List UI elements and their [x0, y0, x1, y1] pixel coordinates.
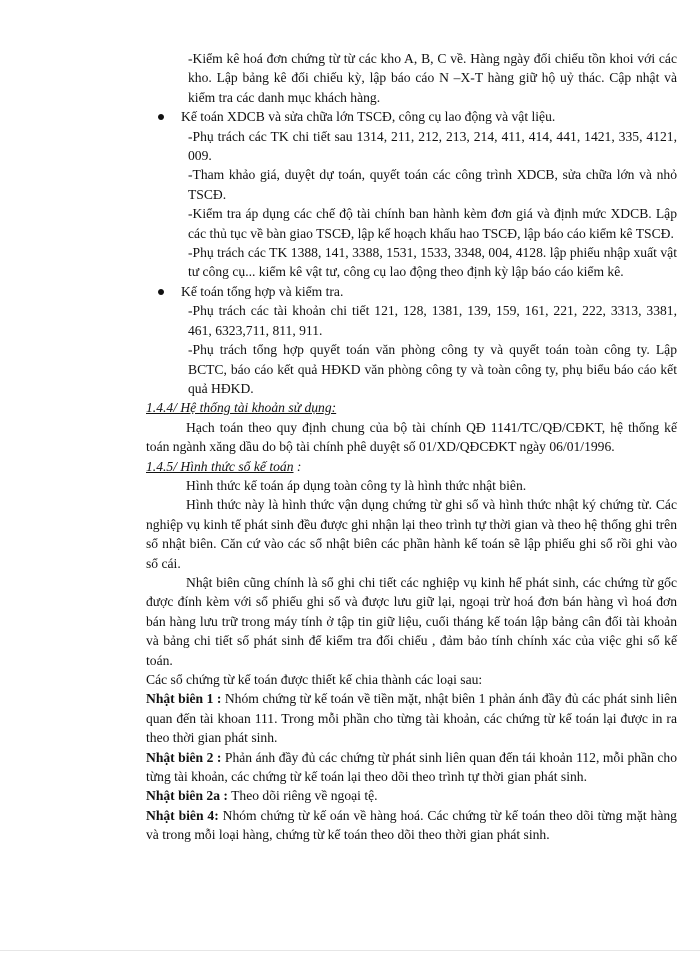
section-heading-144: 1.4.4/ Hệ thống tài khoản sử dụng: — [146, 400, 337, 416]
journal-label: Nhật biên 4: — [146, 807, 219, 823]
xdcb-line-2: -Tham khảo giá, duyệt dự toán, quyết toán các công trình XDCB, sửa chữa lớn và nhỏ TSCĐ. — [188, 167, 677, 202]
section-145-paragraph-3: Nhật biên cũng chính là sổ ghi chi tiết các nghiệp vụ kinh hế phát sinh, các chứng từ gốc được đính kèm với sổ phiếu ghi sổ và được lưu giữ lại, ngoại trừ hoá đơn bán hàng vì hoá đơn bán hàng lưu trữ trong máy tính ở tập tin giữ liệu, cuối tháng kế toán lập bảng cân đối tài khoản và bảng chi tiết số phát sinh để kiểm tra đối chiếu , đảm bảo tính chính xác của việc ghi sổ kế toán. — [146, 574, 677, 668]
tong-hop-line-1: -Phụ trách các tài khoản chi tiết 121, 128, 1381, 139, 159, 161, 221, 222, 3313, 3381, 461, 6323,711, 811, 911. — [188, 303, 677, 338]
bullet-text: Kế toán XDCB và sửa chữa lớn TSCĐ, công cụ lao động và vật liệu. — [181, 109, 556, 125]
journal-text: Nhóm chứng từ kế toán về tiền mặt, nhật biên 1 phản ánh đầy đủ các phát sinh liên quan đến tài khoan 111. Trong mỗi phần cho từng tài khoản, các chứng từ kế toán lại được in ra theo thời gian phát sinh. — [146, 691, 677, 746]
page-content — [146, 49, 677, 845]
xdcb-line-1: -Phụ trách các TK chi tiết sau 1314, 211, 212, 213, 214, 411, 414, 441, 1421, 335, 4121, 009. — [188, 128, 677, 164]
bullet-item-xdcb — [146, 107, 677, 126]
bullet-icon — [158, 114, 164, 120]
bullet-item-tong-hop — [146, 282, 677, 301]
section-144-paragraph: Hạch toán theo quy định chung của bộ tài chính QĐ 1141/TC/QĐ/CĐKT, hệ thống kế toán ngành xăng dầu do bộ tài chính phê duyệt số 01/XD/QĐCĐKT ngày 06/01/1996. — [146, 419, 677, 455]
journal-label: Nhật biên 1 : — [146, 691, 222, 707]
journal-text: Theo dõi riêng về ngoại tệ. — [227, 788, 378, 804]
xdcb-line-3: -Kiểm tra áp dụng các chế độ tài chính ban hành kèm đơn giá và định mức XDCB. Lập các thủ tục về bàn giao TSCĐ, lập kế hoạch khấu hao TSCĐ, lập báo cáo kiểm kê TSCĐ. — [188, 206, 677, 241]
xdcb-line-4: -Phụ trách các TK 1388, 141, 3388, 1531, 1533, 3348, 004, 4128. lập phiếu nhập xuất vật tư công cụ... kiểm kê vật tư, công cụ lao động theo định kỳ lập báo cáo kiểm kê. — [188, 245, 677, 280]
journal-item-1 — [146, 689, 677, 747]
journal-item-2 — [146, 748, 677, 787]
intro-paragraph: -Kiểm kê hoá đơn chứng từ từ các kho A, B, C về. Hàng ngày đối chiếu tồn khoi với các kho. Lập bảng kê đối chiếu kỳ, lập báo cáo N –X-T hàng giữ hộ uỷ thác. Cập nhật và kiểm tra các danh mục khách hàng. — [188, 51, 677, 105]
section-heading-145-wrap — [146, 457, 677, 476]
journal-text: Phản ánh đầy đủ các chứng từ phát sinh liên quan đến tái khoản 112, mỗi phần cho từng tài khoản, các chứng từ kế toán lại theo dõi theo trình tự thời gian phát sinh. — [146, 749, 677, 785]
section-145-paragraph-1: Hình thức kế toán áp dụng toàn công ty là hình thức nhật biên. — [186, 477, 527, 493]
bullet-text: Kế toán tổng hợp và kiểm tra. — [181, 283, 344, 299]
section-145-paragraph-2: Hình thức này là hình thức vận dụng chứng từ ghi sổ và hình thức nhật ký chứng từ. Các nghiệp vụ kinh tế phát sinh đều được ghi nhận lại theo trình tự thời gian và theo hệ thống ghi trên sổ nhật biên. Căn cứ vào các sổ nhật biên các phần hành kế toán sẽ lập phiếu ghi sổ rồi ghi vào sổ cái. — [146, 497, 677, 571]
section-heading-145: 1.4.5/ Hình thức sổ kế toán — [146, 458, 294, 474]
journal-item-4 — [146, 806, 677, 845]
journal-item-2a — [146, 786, 677, 805]
tong-hop-line-2: -Phụ trách tổng hợp quyết toán văn phòng công ty và quyết toán toàn công ty. Lập BCTC, báo cáo kết quả HĐKD văn phòng công ty và toàn công ty, phụ biểu báo cáo kết quả HĐKD. — [188, 342, 677, 396]
classification-intro: Các sổ chứng từ kế toán được thiết kế chia thành các loại sau: — [146, 672, 483, 687]
journal-label: Nhật biên 2a : — [146, 788, 228, 804]
bullet-icon — [158, 289, 164, 295]
page-divider — [0, 950, 700, 951]
journal-label: Nhật biên 2 : — [146, 749, 222, 765]
section-heading-145-suffix: : — [293, 458, 302, 474]
journal-text: Nhóm chứng từ kế oán về hàng hoá. Các chứng từ kế toán theo dõi từng mặt hàng và trong mỗi loại hàng, chứng từ kế toán theo dõi theo thời gian phát sinh. — [146, 807, 677, 843]
